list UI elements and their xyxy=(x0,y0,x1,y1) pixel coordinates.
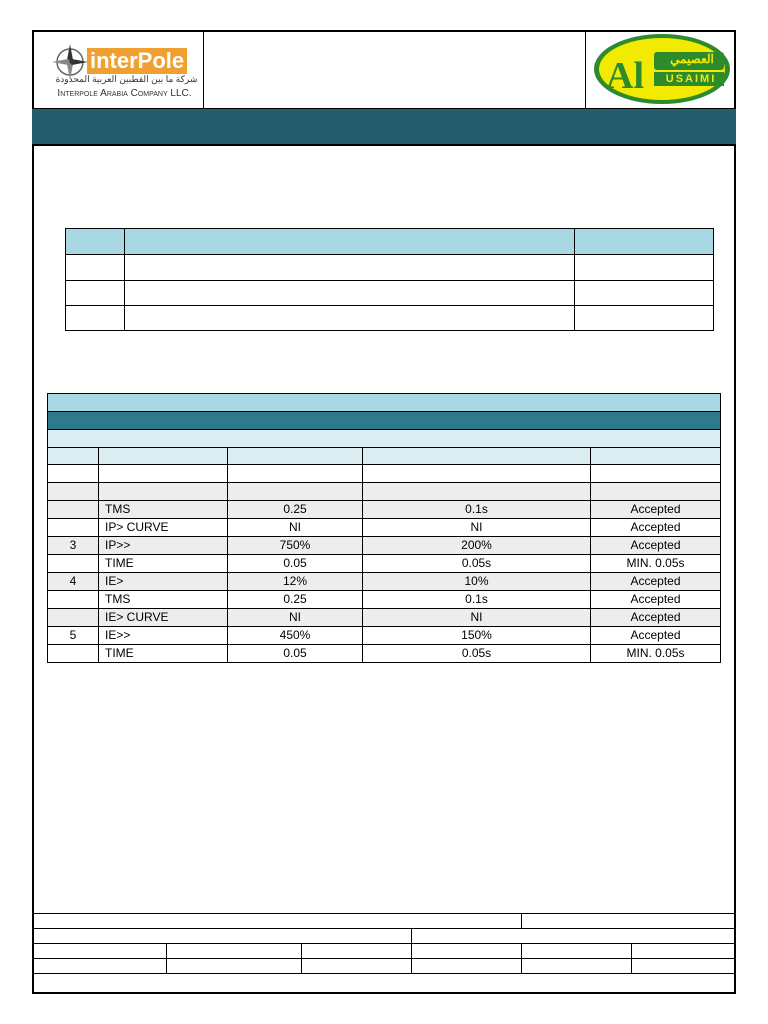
table-row xyxy=(66,281,714,306)
settings-table xyxy=(47,393,721,663)
settings-title-row xyxy=(48,394,721,412)
parameter-name: TMS xyxy=(99,591,228,609)
parameter-name: IP>> xyxy=(99,537,228,555)
step-value: 0.1s xyxy=(363,501,591,519)
parameter-name: IE>> xyxy=(99,627,228,645)
interpole-brand: interPole xyxy=(90,48,185,73)
settings-rows xyxy=(48,501,721,663)
settings-section-row xyxy=(48,430,721,448)
result-value: Accepted xyxy=(591,537,721,555)
setting-value: 0.05 xyxy=(228,555,363,573)
result-value: Accepted xyxy=(591,591,721,609)
table-row xyxy=(48,537,721,555)
setting-value: 12% xyxy=(228,573,363,591)
result-value: MIN. 0.05s xyxy=(591,555,721,573)
info-table-header xyxy=(66,229,714,255)
footer-row xyxy=(33,929,736,944)
row-number xyxy=(48,645,99,663)
table-row xyxy=(48,483,721,501)
interpole-logo xyxy=(32,30,204,108)
row-number: 5 xyxy=(48,627,99,645)
table-row xyxy=(48,627,721,645)
table-row xyxy=(48,501,721,519)
interpole-company-name: Interpole Arabia Company LLC. xyxy=(57,88,192,99)
row-number xyxy=(48,609,99,627)
row-number: 4 xyxy=(48,573,99,591)
table-row xyxy=(66,255,714,281)
footer-row xyxy=(33,959,736,974)
row-number xyxy=(48,591,99,609)
parameter-name: TIME xyxy=(99,645,228,663)
row-number xyxy=(48,501,99,519)
footer-row xyxy=(33,944,736,959)
table-row xyxy=(48,465,721,483)
table-row xyxy=(48,591,721,609)
table-row xyxy=(48,519,721,537)
setting-value: 0.25 xyxy=(228,501,363,519)
settings-subtitle-row xyxy=(48,412,721,430)
row-number xyxy=(48,555,99,573)
alusaimi-emblem-icon xyxy=(586,30,736,108)
result-value: Accepted xyxy=(591,609,721,627)
interpole-arabic-name: شركة ما بين القطبين العربية المحدودة xyxy=(55,74,198,84)
footer-table xyxy=(32,913,736,974)
table-row xyxy=(66,306,714,331)
header-title-cell xyxy=(204,30,586,108)
table-row xyxy=(48,573,721,591)
alusaimi-arabic: العصيمي xyxy=(670,52,714,66)
document-header xyxy=(32,30,736,109)
step-value: NI xyxy=(363,519,591,537)
setting-value: 450% xyxy=(228,627,363,645)
setting-value: 0.05 xyxy=(228,645,363,663)
step-value: 0.05s xyxy=(363,555,591,573)
parameter-name: TMS xyxy=(99,501,228,519)
step-value: 0.05s xyxy=(363,645,591,663)
parameter-name: IP> CURVE xyxy=(99,519,228,537)
settings-column-header xyxy=(48,448,721,465)
step-value: 0.1s xyxy=(363,591,591,609)
parameter-name: TIME xyxy=(99,555,228,573)
setting-value: NI xyxy=(228,609,363,627)
info-table xyxy=(65,228,714,331)
result-value: Accepted xyxy=(591,519,721,537)
step-value: 150% xyxy=(363,627,591,645)
result-value: Accepted xyxy=(591,501,721,519)
table-row xyxy=(48,555,721,573)
setting-value: 0.25 xyxy=(228,591,363,609)
row-number: 3 xyxy=(48,537,99,555)
table-row xyxy=(48,609,721,627)
result-value: Accepted xyxy=(591,627,721,645)
table-row xyxy=(48,645,721,663)
step-value: NI xyxy=(363,609,591,627)
parameter-name: IE> CURVE xyxy=(99,609,228,627)
svg-text:Al: Al xyxy=(606,55,644,97)
setting-value: NI xyxy=(228,519,363,537)
alusaimi-logo xyxy=(586,30,736,108)
result-value: MIN. 0.05s xyxy=(591,645,721,663)
parameter-name: IE> xyxy=(99,573,228,591)
row-number xyxy=(48,519,99,537)
step-value: 200% xyxy=(363,537,591,555)
title-banner xyxy=(32,108,736,146)
setting-value: 750% xyxy=(228,537,363,555)
footer-row xyxy=(33,914,736,929)
result-value: Accepted xyxy=(591,573,721,591)
step-value: 10% xyxy=(363,573,591,591)
alusaimi-brand: USAIMI xyxy=(665,73,717,85)
